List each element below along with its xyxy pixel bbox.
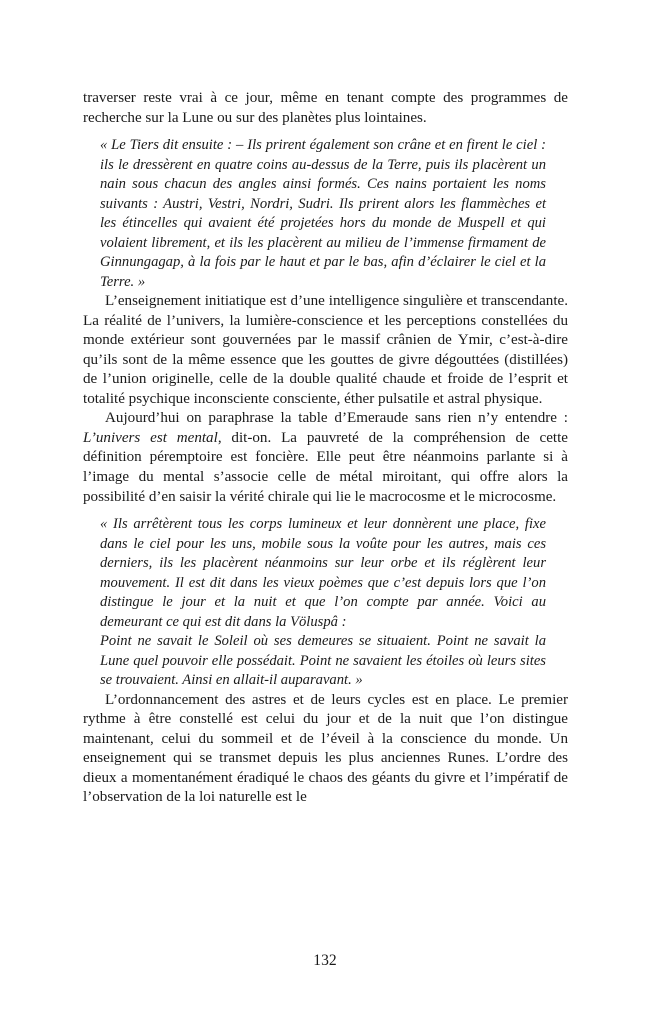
blockquote-corps-lumineux (100, 515, 546, 691)
inline-italic-lunivers-est-mental: L’univers est mental (83, 429, 218, 446)
paragraph-table-emeraude (83, 409, 568, 507)
paragraph-opening: traverser reste vrai à ce jour, même en tenant compte des programmes de recherche sur la Lune ou sur des planètes plus lointaines. (83, 90, 568, 126)
blockquote-prose-part: « Ils arrêtèrent tous les corps lumineux et leur donnèrent une place, fixe dans le ciel pour les uns, mobile sous la voûte pour les autres, mais ces derniers, ils les placèrent néanmoins sur leur orbe et ils réglèrent leur mouvement. Il est dit dans les vieux poèmes que c’est depuis lors que l’on distingue le jour et la nuit et que l’on compte par année. Voici au demeurant ce qui est dit dans la Völuspâ : (100, 516, 546, 630)
paragraph-ordonnancement-des-astres: L’ordonnancement des astres et de leurs cycles est en place. Le premier rythme à être constellé est celui du jour et de la nuit que l’on distingue maintenant, celui du sommeil et de l’éveil à la conscience du monde. Un enseignement qui se transmet depuis les plus anciennes Runes. L’ordre des dieux a momentanément éradiqué le chaos des géants du givre et l’impératif de l’observation de la loi naturelle est le (83, 691, 568, 806)
text-column (83, 89, 568, 808)
page-number: 132 (313, 952, 337, 969)
blockquote-tiers: « Le Tiers dit ensuite : – Ils prirent également son crâne et en firent le ciel : ils le dressèrent en quatre coins au-dessus de la Terre, puis ils placèrent un nain sous chacun des angles ainsi formés. Ces nains portaient les noms suivants : Austri, Vestri, Nordri, Sudri. Ils prirent alors les flammèches et les étincelles qui avaient été projetées hors du monde de Muspell et qui volaient librement, et ils les placèrent au milieu de l’immense firmament de Ginnungagap, à la fois par le haut et par le bas, afin d’éclairer le ciel et la Terre. » (100, 137, 546, 290)
paragraph-enseignement-initiatique: L’enseignement initiatique est d’une intelligence singulière et transcendante. La réalité de l’univers, la lumière-conscience et les perceptions constellées du monde extérieur sont gouvernées par le massif crânien de Ymir, c’est-à-dire qu’ils sont de la même essence que les gouttes de givre dégouttées (distillées) de l’union originelle, celle de la double qualité chaude et froide de l’esprit et totalité psychique inconsciente consciente, éther pulsatile et astral physique. (83, 293, 568, 407)
paragraph-part-roman-lead: Aujourd’hui on paraphrase la table d’Emeraude sans rien n’y entendre : (105, 410, 568, 427)
paragraph-part-roman-tail: , dit-on. La pauvreté de la compréhension de cette définition péremptoire est foncière. Elle peut être néanmoins parlante si à l’image du mental s’associe celle de métal miroitant, qui offre alors la possibilité d’en saisir la vérité chirale qui lie le macrocosme et le microcosme. (83, 429, 568, 505)
blockquote-voluspa-verse: Point ne savait le Soleil où ses demeures se situaient. Point ne savait la Lune quel pouvoir elle possédait. Point ne savaient les étoiles où leurs sites se trouvaient. Ainsi en allait-il auparavant. » (100, 633, 546, 689)
